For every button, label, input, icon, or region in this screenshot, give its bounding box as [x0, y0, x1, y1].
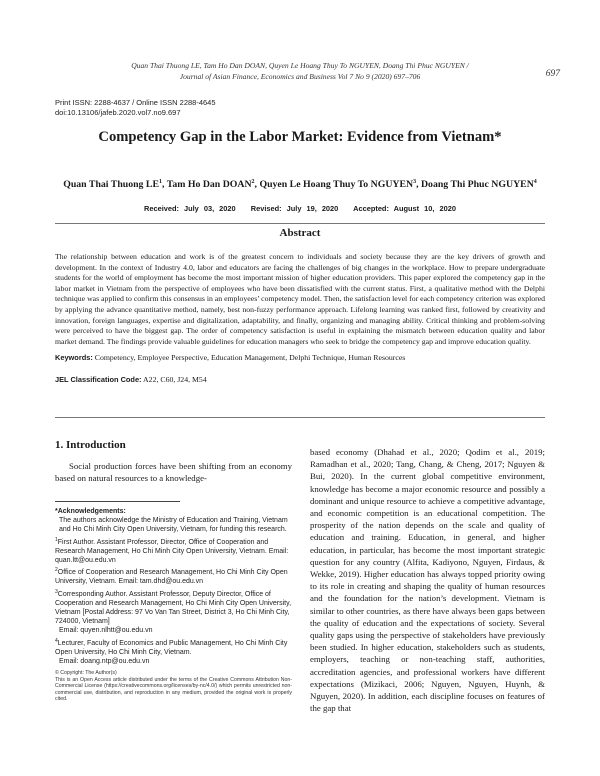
running-head-journal: Journal of Asian Finance, Economics and Business Vol 7 No 9 (2020) 697–706 [179, 72, 421, 81]
revised-date: Revised: July 19, 2020 [250, 204, 339, 213]
issn-line: Print ISSN: 2288-4637 / Online ISSN 2288-4645 [55, 98, 216, 107]
submission-dates [40, 204, 560, 214]
jel-codes: A22, C60, J24, M54 [141, 375, 207, 384]
footnote-text: Office of Cooperation and Research Management, Ho Chi Minh City Open University, Vietnam. Email: tam.dhd@ou.edu.vn [55, 569, 288, 586]
divider [55, 223, 545, 224]
running-head [60, 60, 540, 82]
author-affiliation-mark: 2 [251, 179, 255, 185]
footnote-mark: 4 [55, 637, 58, 644]
author-affiliation-mark: 3 [413, 179, 417, 185]
abstract-heading: Abstract [279, 227, 321, 239]
license-text: This is an Open Access article distributed under the terms of the Creative Commons Attribution Non-Commercial License (https://creativecommons.org/licenses/by-nc/4.0/) which permits unrestricted non-commercial use, distribution, and reproduction in any medium, provided the original work is properly cited. [55, 676, 292, 703]
footnote-divider [55, 501, 180, 502]
abstract-body: The relationship between education and work is of the greatest concern to individuals and society because they are the key drivers of growth and development. In the context of Industry 4.0, labor and educators are facing the challenges of big changes in the workplace. How to prepare undergraduate students for the world of employment has become the most important mission of higher education providers. This paper explored the competency gap in the labor market in Vietnam from the perspective of employees who have been dissatisfied with the current status. First, a qualitative method with the Delphi technique was applied to confirm this consensus in an employees’ competency model. Then, the satisfaction level for each competency criterion was explored by applying the advance quantitative method, namely, best non-fuzzy performance approach. Lifelong learning was ranked first, followed by creativity and innovation, foreign languages, expertise and digitalization, adaptability, and finally, organizing and managing ability. Critical thinking and problem-solving were perceived to have the biggest gap. The order of competency satisfaction is useful in explaining the mismatch between education quality and labor market demand. The findings provide valuable guidelines for education managers who seek to bridge the competency gap and improve education quality. [55, 252, 545, 346]
keywords-label: Keywords: [55, 353, 93, 362]
copyright-line: © Copyright: The Author(s) [55, 670, 117, 676]
footnote-text: Lecturer, Faculty of Economics and Public Management, Ho Chi Minh City Open University, Ho Chi Minh City, Vietnam. [55, 639, 288, 656]
received-date: Received: July 03, 2020 [144, 204, 236, 213]
author-name: Doang Thi Phuc NGUYEN [420, 179, 534, 190]
author-name: Quan Thai Thuong LE [63, 179, 159, 190]
footnote-mark: 1 [55, 536, 58, 543]
paper-title: Competency Gap in the Labor Market: Evidence from Vietnam* [98, 129, 502, 145]
footnote-text: First Author. Assistant Professor, Director, Office of Cooperation and Research Management, Ho Chi Minh City Open University, Vietnam. Email: quan.ltt@ou.edu.vn [55, 538, 289, 564]
author-separator: , [161, 179, 167, 190]
intro-paragraph-left: Social production forces have been shifting from an economy based on natural resources to a knowledge- [55, 461, 292, 484]
footnotes [55, 508, 292, 668]
divider [55, 417, 545, 418]
page-number: 697 [545, 69, 560, 79]
jel-label: JEL Classification Code: [55, 375, 142, 384]
author-list [40, 176, 560, 191]
doi-line: doi:10.13106/jafeb.2020.vol7.no9.697 [55, 108, 181, 117]
author-affiliation-mark: 1 [158, 179, 162, 185]
author-affiliation-mark: 4 [533, 179, 537, 185]
copyright-notice [55, 670, 292, 703]
footnote-email[interactable]: Email: quyen.nlhtt@ou.edu.vn [59, 626, 153, 634]
section-heading: 1. Introduction [55, 439, 126, 451]
footnote-text: Corresponding Author. Assistant Professor, Deputy Director, Office of Cooperation and Research Management, Ho Chi Minh City Open University, Vietnam [Postal Address: 97 Vo Van Tan Street, District 3, Ho Chi Minh City, 724000, Vietnam] [55, 591, 292, 625]
footnote-email[interactable]: Email: doang.ntp@ou.edu.vn [59, 657, 150, 665]
footnote-mark: 3 [55, 589, 58, 596]
running-head-authors: Quan Thai Thuong LE, Tam Ho Dan DOAN, Quyen Le Hoang Thuy To NGUYEN, Doang Thi Phuc NGUYEN / [131, 61, 469, 70]
author-name: Tam Ho Dan DOAN [166, 179, 252, 190]
footnote-text: The authors acknowledge the Ministry of Education and Training, Vietnam and Ho Chi Minh City Open University, Vietnam, for funding this research. [59, 516, 288, 533]
keywords [55, 353, 545, 363]
author-separator: , [416, 179, 421, 190]
author-separator: , [254, 179, 260, 190]
footnote-4 [55, 637, 292, 667]
accepted-date: Accepted: August 10, 2020 [353, 204, 456, 213]
footnote-label: *Acknowledgements: [55, 508, 126, 515]
jel-classification [55, 375, 545, 385]
footnote-1 [55, 536, 292, 566]
footnote-3 [55, 588, 292, 636]
keywords-text: Competency, Employee Perspective, Education Management, Delphi Technique, Human Resources [92, 353, 406, 362]
footnote-acknowledgements [55, 508, 292, 535]
footnote-2 [55, 566, 292, 587]
intro-paragraph-right: based economy (Dhahad et al., 2020; Qodim et al., 2019; Ramadhan et al., 2020; Tang, Chang, & Cheng, 2017; Nguyen & Bui, 2020). In the current global competitive environment, knowledge has become a major economic resource and possibly a dominant and unique resource to achieve a competitive advantage, and economic competition is an educational competition. The prosperity of the nation depends on the scale and quality of education and training. Education, in general, and higher education, in particular, has become the most important strategic question for any country (Alfita, Kadiyono, Nguyen, Firdaus, & Wekke, 2019). Higher education has always topped priority owing to its role in creating and shaping the quality of human resources and the foundation for the nation’s development. Vietnam is similar to other countries, as there have always been gaps between the quality of education and the expectations of society. Several quality gaps using the perspective of stakeholders have previously been studied. In higher education, stakeholders such as students, employers, teaching or non-teaching staff, authorities, accreditation agencies, and professional workers have different expectations (Mizikaci, 2006; Nguyen, Nguyen, Huynh, & Nguyen, 2020). In addition, each discipline focuses on features of the gap that [310, 447, 545, 714]
issn-block [55, 98, 216, 118]
author-name: Quyen Le Hoang Thuy To NGUYEN [259, 179, 414, 190]
footnote-mark: 2 [55, 567, 58, 574]
